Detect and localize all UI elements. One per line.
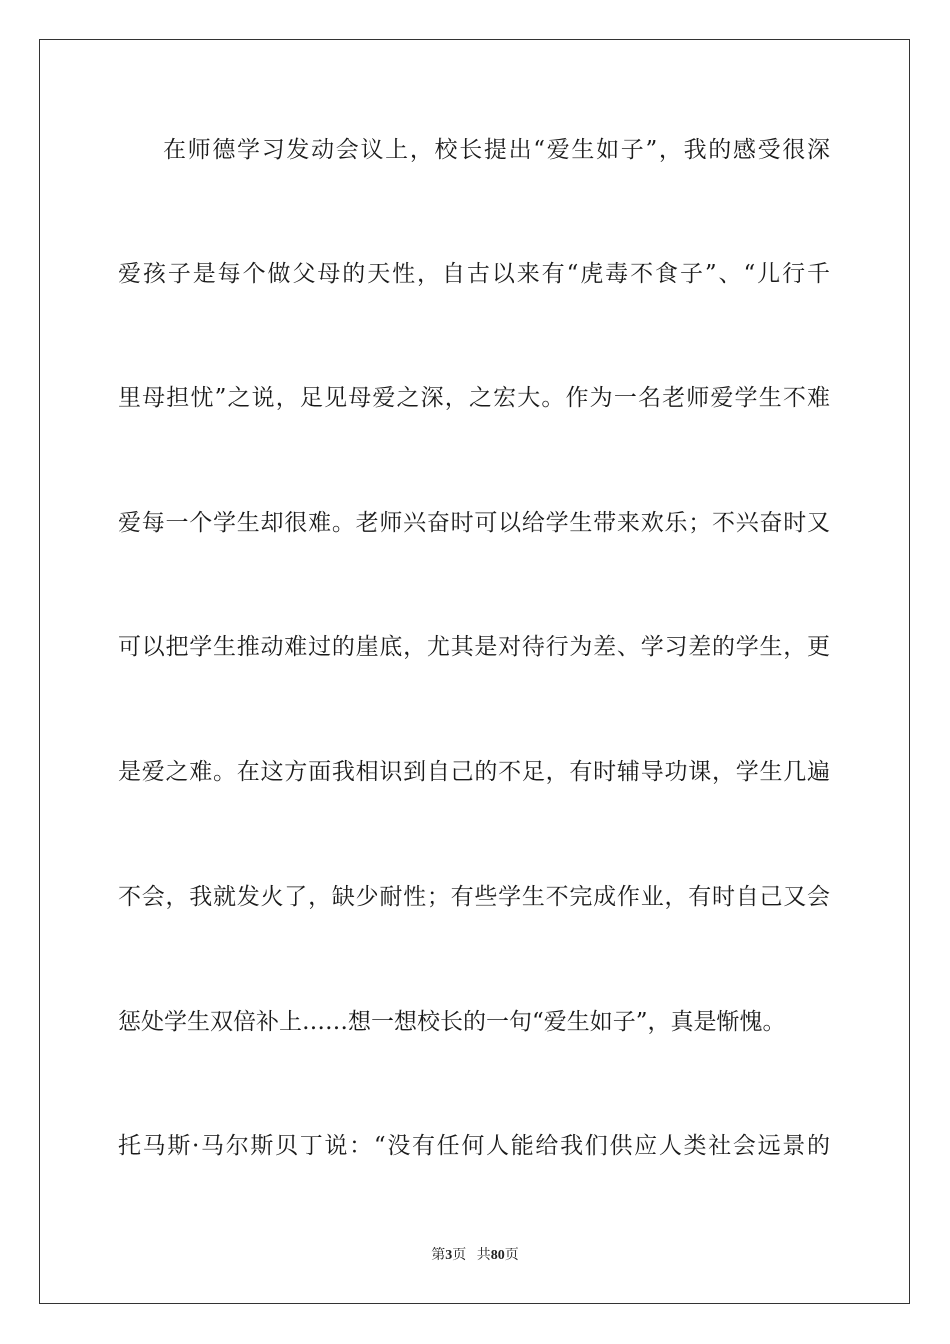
body-line-8: 惩处学生双倍补上……想一想校长的一句“爱生如子”，真是惭愧。 [118, 1009, 786, 1035]
page-footer [0, 1247, 950, 1265]
footer-total-pages: 80 [490, 1248, 505, 1263]
body-line-4: 爱每一个学生却很难。老师兴奋时可以给学生带来欢乐；不兴奋时又 [118, 510, 830, 536]
body-line-9: 托马斯·马尔斯贝丁说：“没有任何人能给我们供应人类社会远景的 [118, 1133, 830, 1159]
body-line-2: 爱孩子是每个做父母的天性，自古以来有“虎毒不食子”、“儿行千 [118, 261, 830, 287]
footer-total-suffix: 页 [504, 1248, 519, 1263]
page-border [39, 39, 910, 1304]
body-line-1: 在师德学习发动会议上，校长提出“爱生如子”，我的感受很深 [163, 137, 830, 163]
body-line-7: 不会，我就发火了，缺少耐性；有些学生不完成作业，有时自己又会 [118, 884, 830, 910]
footer-current-page: 3 [445, 1248, 453, 1263]
footer-page-suffix: 页 [452, 1248, 467, 1263]
footer-total-prefix: 共 [476, 1248, 491, 1263]
body-line-5: 可以把学生推动难过的崖底，尤其是对待行为差、学习差的学生，更 [118, 634, 830, 660]
body-line-6: 是爱之难。在这方面我相识到自己的不足，有时辅导功课，学生几遍 [118, 759, 830, 785]
footer-page-prefix: 第 [431, 1248, 446, 1263]
body-line-3: 里母担忧”之说，足见母爱之深，之宏大。作为一名老师爱学生不难 [118, 385, 830, 411]
